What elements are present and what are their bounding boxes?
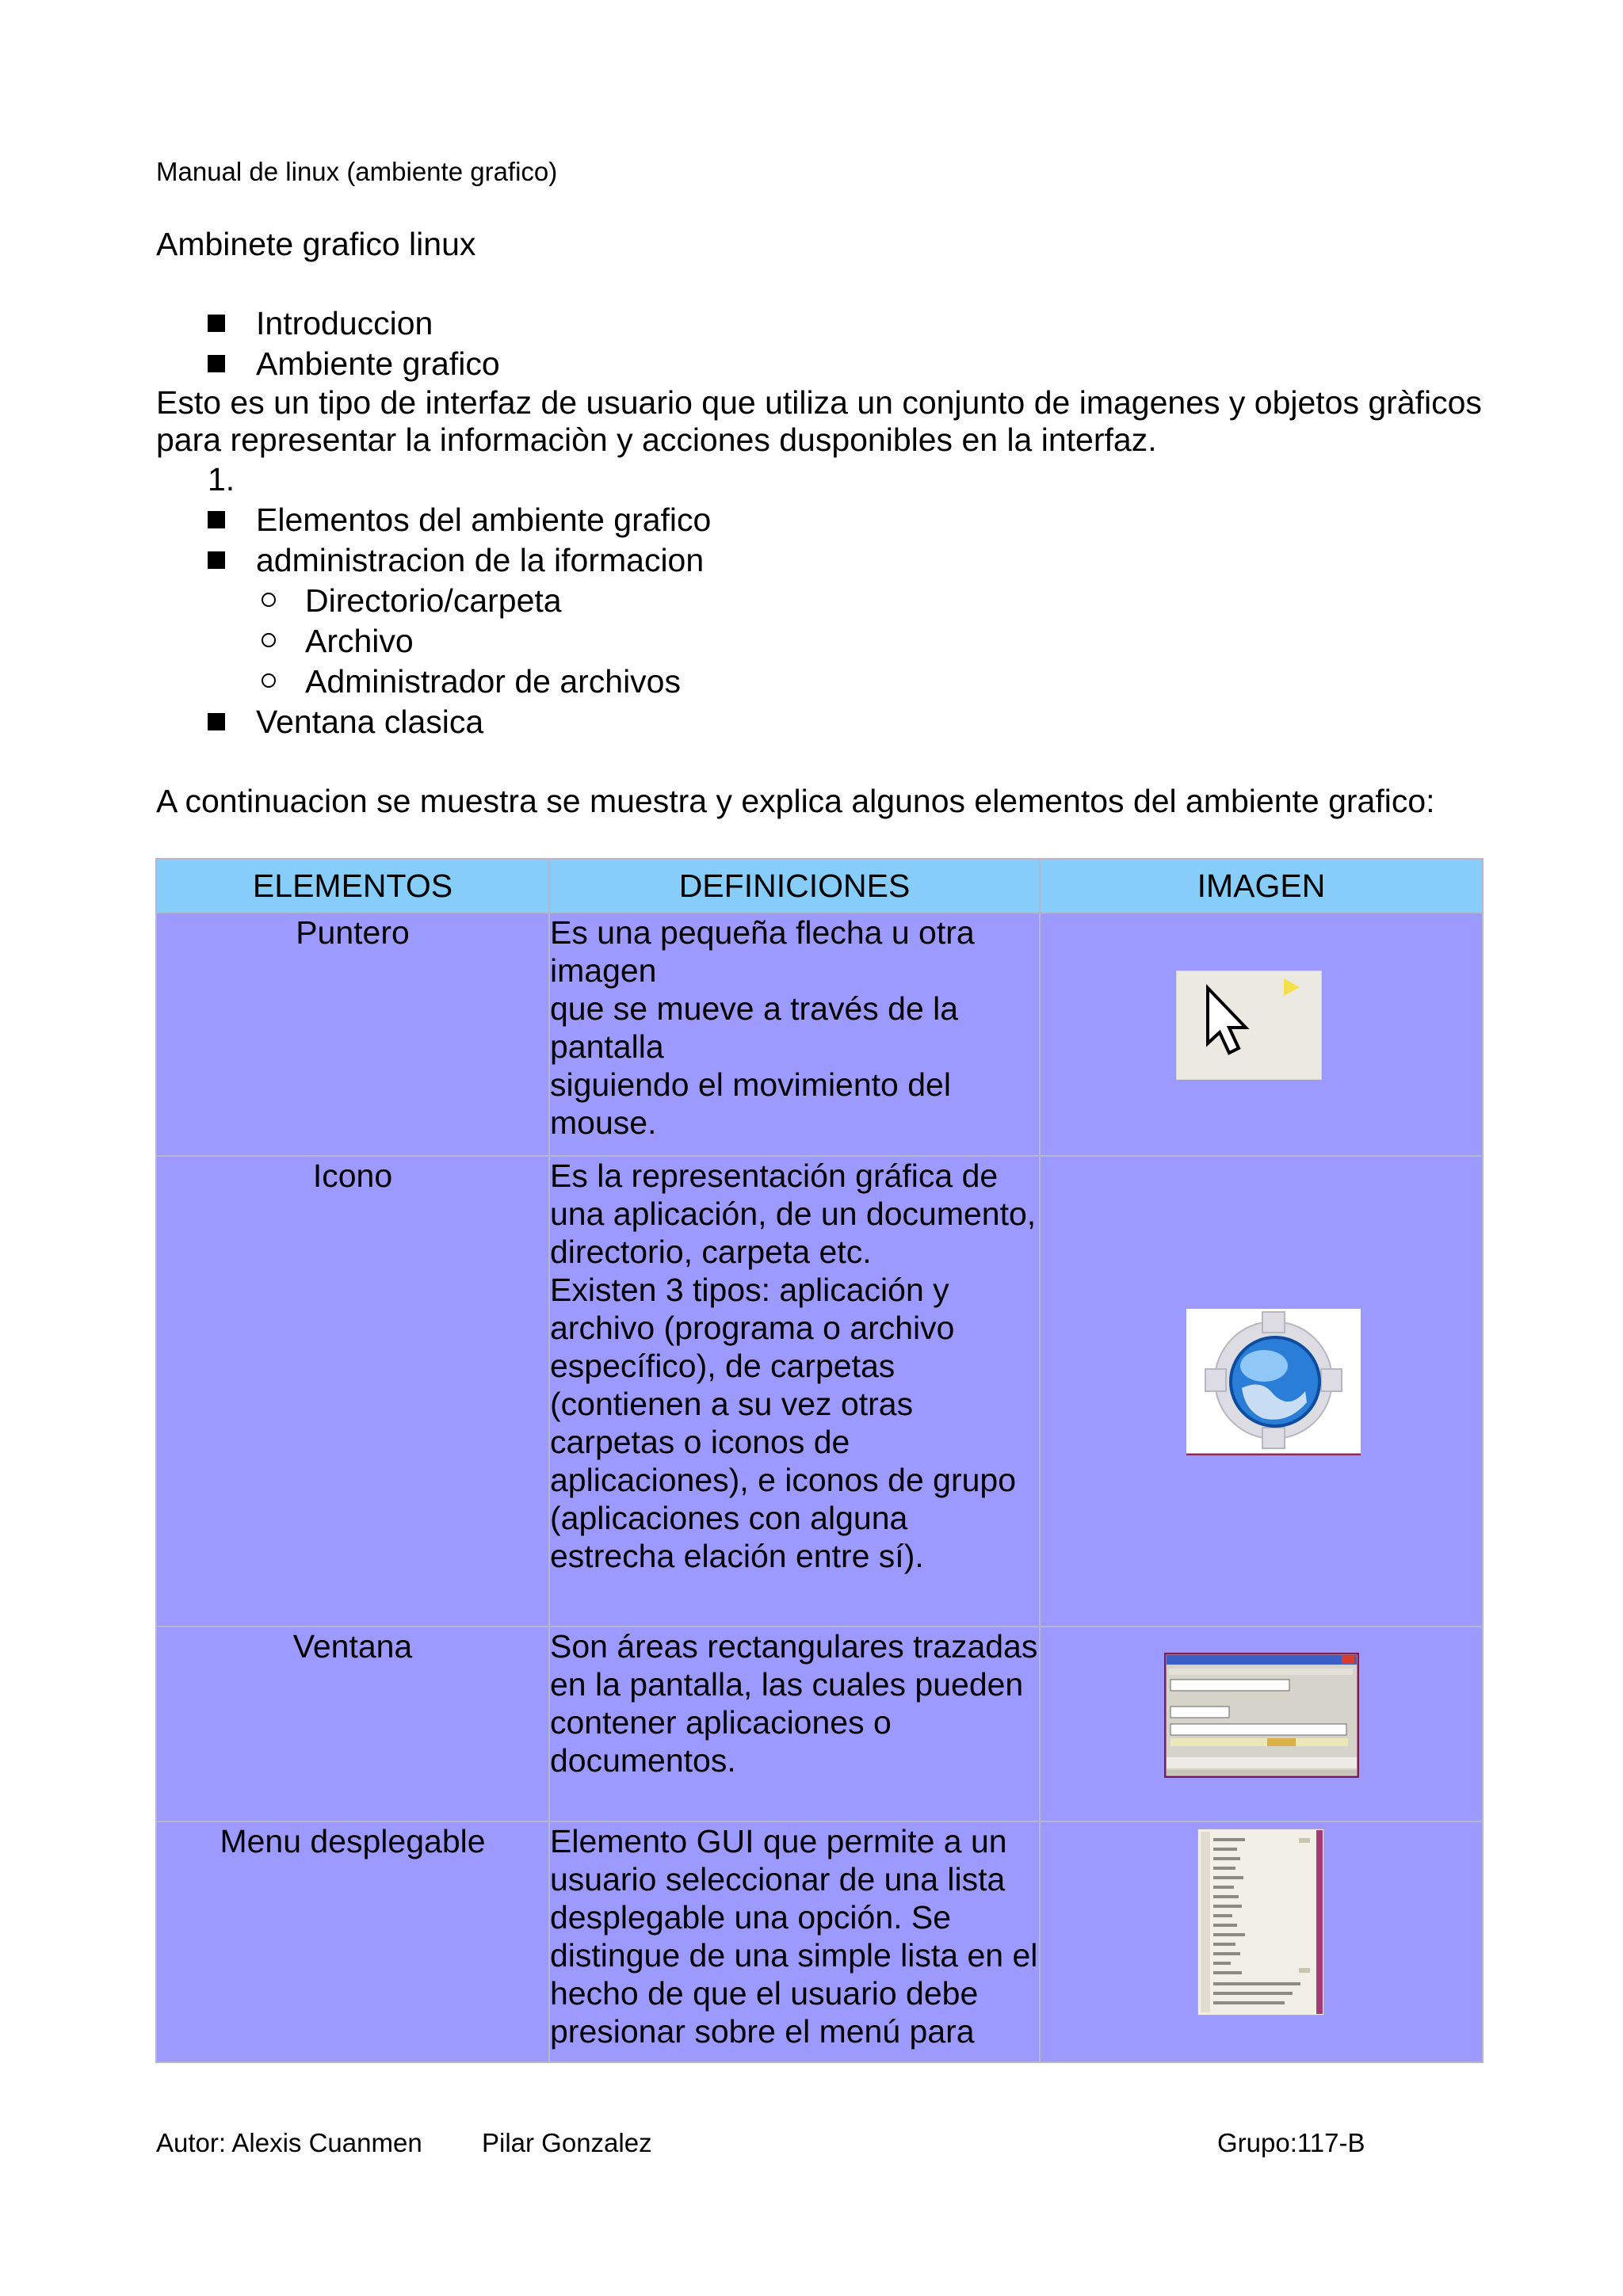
definition-text: Son áreas rectangulares trazadas en la pantalla, las cuales pueden contener aplicaciones o documentos. [550, 1628, 1038, 1779]
globe-gear-icon-image [1186, 1309, 1361, 1456]
list-item: Elementos del ambiente grafico [156, 500, 1487, 540]
sub-list-item: Archivo [156, 621, 1487, 662]
footer-group: Grupo:117-B [1217, 2128, 1365, 2157]
description-paragraph: Esto es un tipo de interfaz de usuario que utiliza un conjunto de imagenes y objetos gràficos para representar la informaciòn y acciones dusponibles en la interfaz. [156, 384, 1482, 458]
document-title: Ambinete grafico linux [156, 226, 476, 262]
numbered-item: 1. [208, 461, 235, 498]
list-item: Introduccion [156, 303, 1487, 344]
element-cell: Ventana [156, 1627, 549, 1821]
column-header: ELEMENTOS [156, 859, 549, 913]
image-cell [1040, 913, 1483, 1156]
definition-cell [549, 913, 1040, 1156]
list-item: Ambiente grafico [156, 344, 1487, 384]
image-cell [1040, 1821, 1483, 2062]
element-cell: Icono [156, 1156, 549, 1627]
definition-cell [549, 1156, 1040, 1627]
outline-list [156, 303, 1487, 742]
square-bullet-icon [208, 355, 225, 372]
column-header: IMAGEN [1040, 859, 1483, 913]
page-header: Manual de linux (ambiente grafico) [156, 157, 558, 186]
circle-bullet-icon [262, 593, 276, 607]
image-cell [1040, 1156, 1483, 1627]
square-bullet-icon [208, 713, 225, 730]
element-cell: Menu desplegable [156, 1821, 549, 2062]
table-row [156, 1821, 1483, 2062]
sub-list-item: Directorio/carpeta [156, 581, 1487, 621]
list-item: administracion de la iformacion [156, 540, 1487, 581]
intro-text: A continuacion se muestra se muestra y explica algunos elementos del ambiente grafico: [156, 783, 1435, 819]
footer-author: Autor: Alexis Cuanmen [156, 2128, 422, 2157]
pointer-arrow-image [1176, 971, 1322, 1080]
column-header: DEFINICIONES [549, 859, 1040, 913]
table-row [156, 1156, 1483, 1627]
table-row [156, 913, 1483, 1156]
definition-text: Es la representación gráfica de una aplicación, de un documento, directorio, carpeta etc. Existen 3 tipos: aplicación y archivo (programa o archivo específico), de carpetas (contienen a su vez otras carpetas o iconos de aplicaciones), e iconos de grupo (aplicaciones con alguna estrecha elación entre sí). [550, 1158, 1037, 1574]
definition-cell [549, 1627, 1040, 1821]
footer-coauthor: Pilar Gonzalez [482, 2128, 652, 2157]
square-bullet-icon [208, 315, 225, 332]
table-row [156, 1627, 1483, 1821]
image-cell [1040, 1627, 1483, 1821]
element-cell: Puntero [156, 913, 549, 1156]
list-item: Ventana clasica [156, 702, 1487, 742]
definition-text: Es una pequeña flecha u otra imagen que se mueve a través de la pantalla siguiendo el movimiento del mouse. [550, 914, 975, 1141]
circle-bullet-icon [262, 673, 276, 688]
elements-table [155, 858, 1484, 2063]
dropdown-menu-screenshot-image [1197, 1829, 1324, 2016]
definition-text: Elemento GUI que permite a un usuario seleccionar de una lista desplegable una opción. Se distingue de una simple lista en el hecho de que el usuario debe presionar sobre el menú para [550, 1823, 1038, 2050]
square-bullet-icon [208, 551, 225, 569]
square-bullet-icon [208, 511, 225, 528]
definition-cell [549, 1821, 1040, 2062]
window-screenshot-image [1164, 1653, 1359, 1778]
table-header-row [156, 859, 1483, 913]
sub-list-item: Administrador de archivos [156, 662, 1487, 702]
circle-bullet-icon [262, 633, 276, 647]
